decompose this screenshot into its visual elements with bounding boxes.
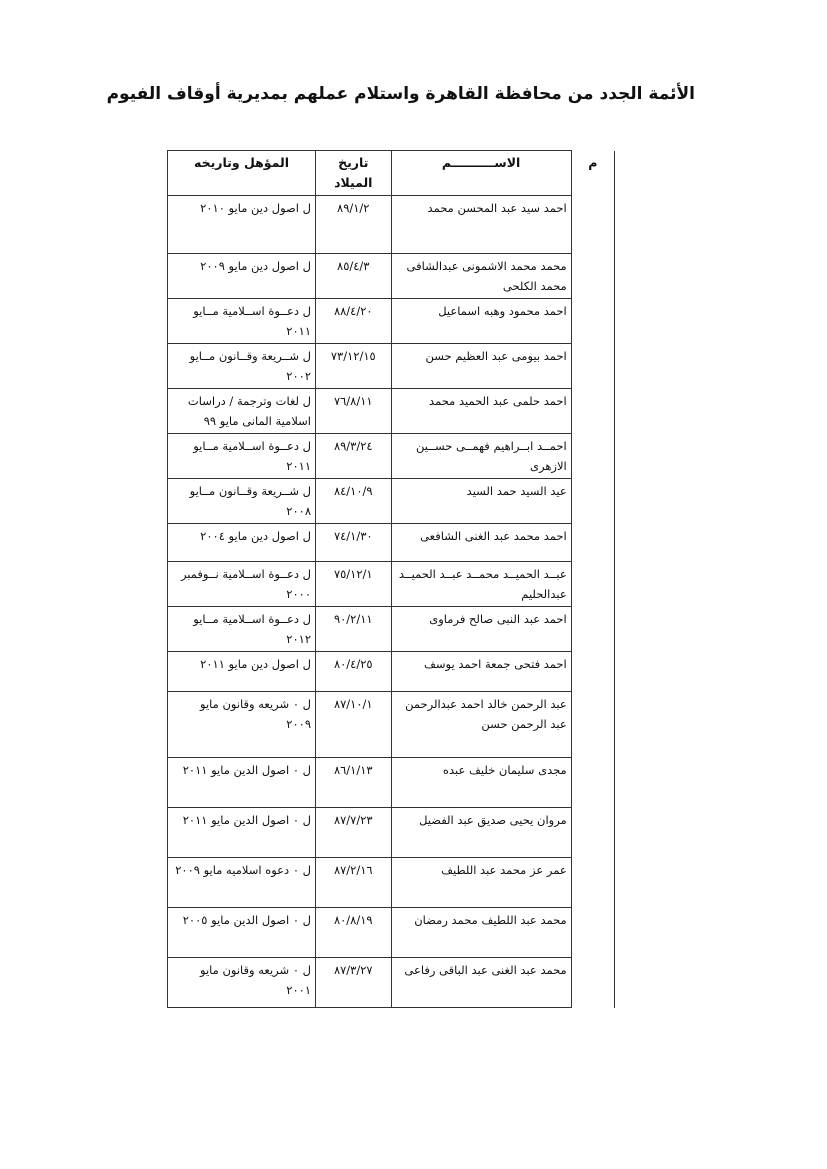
table-row	[168, 196, 615, 254]
table-row	[168, 562, 615, 607]
table-row	[168, 758, 615, 808]
table-row	[168, 607, 615, 652]
table-row	[168, 524, 615, 562]
row-num-cell	[571, 479, 614, 524]
row-num-cell	[571, 254, 614, 299]
table-row	[168, 389, 615, 434]
row-birth-date-cell: ٨٧/١٠/١	[316, 692, 392, 758]
row-name-cell: محمد عبد اللطيف محمد رمضان	[391, 908, 571, 958]
row-name-cell: احمد حلمى عبد الحميد محمد	[391, 389, 571, 434]
header-name: الاســــــــــم	[391, 151, 571, 196]
row-num-cell	[571, 858, 614, 908]
row-num-cell	[571, 434, 614, 479]
table-row	[168, 344, 615, 389]
row-qualification-cell: ل دعــوة اســلامية مــايو ٢٠١١	[168, 299, 316, 344]
row-birth-date-cell: ٨٦/١/١٣	[316, 758, 392, 808]
row-num-cell	[571, 758, 614, 808]
row-name-cell: احمد سيد عبد المحسن محمد	[391, 196, 571, 254]
table-row	[168, 652, 615, 692]
row-name-cell: عبــد الحميــد محمــد عبــد الحميــد عبدالحليم	[391, 562, 571, 607]
row-qualification-cell: ل شــريعة وقــانون مــايو ٢٠٠٢	[168, 344, 316, 389]
row-num-cell	[571, 344, 614, 389]
row-name-cell: احمد بيومى عبد العظيم حسن	[391, 344, 571, 389]
row-birth-date-cell: ٧٣/١٢/١٥	[316, 344, 392, 389]
table-row	[168, 858, 615, 908]
row-num-cell	[571, 389, 614, 434]
row-birth-date-cell: ٨٧/٢/١٦	[316, 858, 392, 908]
row-num-cell	[571, 808, 614, 858]
row-name-cell: محمد عبد الغنى عبد الباقى رفاعى	[391, 958, 571, 1008]
table-row	[168, 299, 615, 344]
row-qualification-cell: ل ٠ اصول الدين مايو ٢٠٠٥	[168, 908, 316, 958]
table-row	[168, 479, 615, 524]
table-row	[168, 434, 615, 479]
row-name-cell: عبد الرحمن خالد احمد عبدالرحمن عبد الرحمن حسن	[391, 692, 571, 758]
row-name-cell: محمد محمد الاشمونى عبدالشافى محمد الكلحى	[391, 254, 571, 299]
row-birth-date-cell: ٨٩/٣/٢٤	[316, 434, 392, 479]
row-birth-date-cell: ٨٩/١/٢	[316, 196, 392, 254]
row-num-cell	[571, 562, 614, 607]
table-header-row	[168, 151, 615, 196]
row-name-cell: احمــد ابــراهيم فهمــى حســين الازهرى	[391, 434, 571, 479]
row-name-cell: مجدى سليمان خليف عبده	[391, 758, 571, 808]
row-birth-date-cell: ٨٠/٨/١٩	[316, 908, 392, 958]
row-qualification-cell: ل شــريعة وقــانون مــايو ٢٠٠٨	[168, 479, 316, 524]
row-name-cell: احمد محمود وهبه اسماعيل	[391, 299, 571, 344]
row-num-cell	[571, 692, 614, 758]
row-birth-date-cell: ٧٤/١/٣٠	[316, 524, 392, 562]
table-body	[168, 196, 615, 1008]
row-num-cell	[571, 607, 614, 652]
row-num-cell	[571, 908, 614, 958]
row-name-cell: عمر عز محمد عبد اللطيف	[391, 858, 571, 908]
row-name-cell: احمد عبد النبى صالح فرماوى	[391, 607, 571, 652]
row-qualification-cell: ل ٠ شريعه وقانون مايو ٢٠٠٩	[168, 692, 316, 758]
row-num-cell	[571, 299, 614, 344]
row-qualification-cell: ل دعــوة اســلامية مــايو ٢٠١٢	[168, 607, 316, 652]
page-title: الأئمة الجدد من محافظة القاهرة واستلام عملهم بمديرية أوقاف الفيوم	[106, 84, 695, 104]
table-row	[168, 254, 615, 299]
header-num: م	[571, 151, 614, 196]
row-birth-date-cell: ٧٦/٨/١١	[316, 389, 392, 434]
row-name-cell: عيد السيد حمد السيد	[391, 479, 571, 524]
row-birth-date-cell: ٨٤/١٠/٩	[316, 479, 392, 524]
row-num-cell	[571, 958, 614, 1008]
row-qualification-cell: ل اصول دين مايو ٢٠١٠	[168, 196, 316, 254]
table-row	[168, 908, 615, 958]
table-row	[168, 958, 615, 1008]
header-qualification: المؤهل وتاريخه	[168, 151, 316, 196]
row-birth-date-cell: ٨٠/٤/٢٥	[316, 652, 392, 692]
row-name-cell: احمد فتحى جمعة احمد يوسف	[391, 652, 571, 692]
header-birth-date: تاريخ الميلاد	[316, 151, 392, 196]
row-qualification-cell: ل دعــوة اســلامية مــايو ٢٠١١	[168, 434, 316, 479]
row-birth-date-cell: ٩٠/٢/١١	[316, 607, 392, 652]
row-birth-date-cell: ٨٥/٤/٣	[316, 254, 392, 299]
row-qualification-cell: ل ٠ دعوه اسلاميه مايو ٢٠٠٩	[168, 858, 316, 908]
row-qualification-cell: ل ٠ اصول الدين مايو ٢٠١١	[168, 808, 316, 858]
row-qualification-cell: ل ٠ شريعه وقانون مايو ٢٠٠١	[168, 958, 316, 1008]
row-qualification-cell: ل اصول دين مايو ٢٠٠٤	[168, 524, 316, 562]
row-num-cell	[571, 196, 614, 254]
row-name-cell: مروان يحيى صديق عبد الفضيل	[391, 808, 571, 858]
row-birth-date-cell: ٨٧/٣/٢٧	[316, 958, 392, 1008]
row-name-cell: احمد محمد عبد الغنى الشافعى	[391, 524, 571, 562]
row-qualification-cell: ل دعــوة اســلامية نــوفمبر ٢٠٠٠	[168, 562, 316, 607]
row-qualification-cell: ل لغات وترجمة / دراسات اسلامية المانى مايو ٩٩	[168, 389, 316, 434]
row-num-cell	[571, 524, 614, 562]
row-qualification-cell: ل اصول دين مايو ٢٠١١	[168, 652, 316, 692]
row-birth-date-cell: ٨٨/٤/٢٠	[316, 299, 392, 344]
imams-table	[167, 150, 615, 1008]
row-birth-date-cell: ٨٧/٧/٢٣	[316, 808, 392, 858]
table-row	[168, 692, 615, 758]
table-row	[168, 808, 615, 858]
row-qualification-cell: ل ٠ اصول الدين مايو ٢٠١١	[168, 758, 316, 808]
row-qualification-cell: ل اصول دين مايو ٢٠٠٩	[168, 254, 316, 299]
row-num-cell	[571, 652, 614, 692]
row-birth-date-cell: ٧٥/١٢/١	[316, 562, 392, 607]
